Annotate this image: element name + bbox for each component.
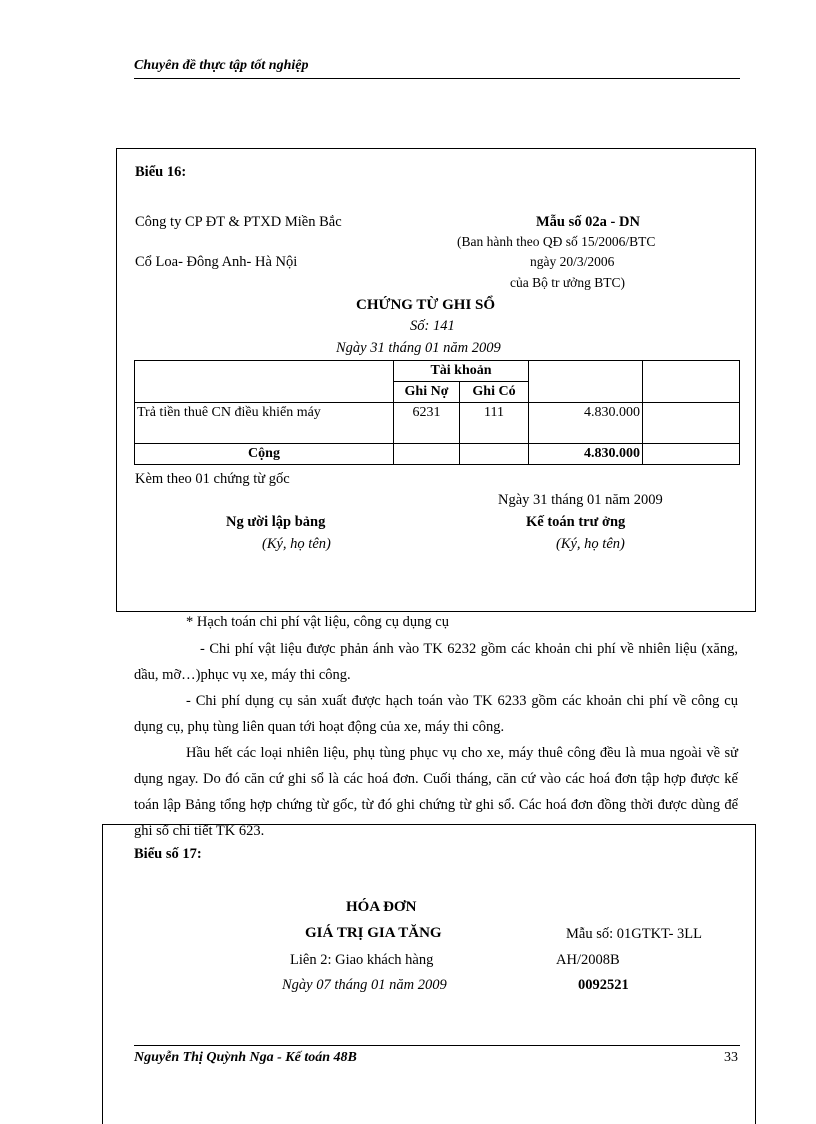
form-note-2: ngày 20/3/2006 <box>530 254 615 269</box>
header-divider <box>134 78 740 79</box>
invoice-title: HÓA ĐƠN <box>346 899 417 915</box>
table-cell <box>643 444 740 465</box>
paragraph-materials: - Chi phí vật liệu được phản ánh vào TK 6232 gồm các khoản chi phí về nhiên liệu (xăng, dầu, mỡ…)phục vụ xe, máy thi công. <box>134 641 738 683</box>
account-header: Tài khoản <box>394 361 529 382</box>
form-code: Mẫu số 02a - DN <box>536 214 640 230</box>
row-debit: 6231 <box>394 403 460 444</box>
invoice-subtitle: GIÁ TRỊ GIA TĂNG <box>305 925 442 941</box>
voucher-label: Biểu 16: <box>135 164 187 180</box>
form-note-3: của Bộ tr ưởng BTC) <box>510 275 625 290</box>
company-address: Cổ Loa- Đông Anh- Hà Nội <box>135 254 298 270</box>
table-row <box>135 361 740 382</box>
section-line: * Hạch toán chi phí vật liệu, công cụ dụng cụ <box>186 614 449 630</box>
company-name: Công ty CP ĐT & PTXD Miền Bắc <box>135 214 342 230</box>
voucher-number: Số: 141 <box>410 318 455 334</box>
invoice-number: 0092521 <box>578 977 629 993</box>
footer-author: Nguyễn Thị Quỳnh Nga - Kế toán 48B <box>134 1050 357 1065</box>
invoice-label: Biểu số 17: <box>134 846 202 862</box>
voucher-table <box>134 360 740 465</box>
invoice-frame <box>102 824 756 1124</box>
form-note-1: (Ban hành theo QĐ số 15/2006/BTC <box>457 234 656 249</box>
table-cell <box>135 361 394 403</box>
invoice-date: Ngày 07 tháng 01 năm 2009 <box>282 977 447 993</box>
attachment-note: Kèm theo 01 chứng từ gốc <box>135 471 290 487</box>
invoice-form-code: Mẫu số: 01GTKT- 3LL <box>566 926 702 942</box>
table-row <box>135 403 740 444</box>
total-label: Cộng <box>135 444 394 465</box>
credit-header: Ghi Có <box>460 382 529 403</box>
table-row <box>135 444 740 465</box>
footer-divider <box>134 1045 740 1046</box>
table-cell <box>643 403 740 444</box>
sign-date: Ngày 31 tháng 01 năm 2009 <box>498 492 663 508</box>
accountant-title: Kế toán trư ởng <box>526 514 626 530</box>
row-amount: 4.830.000 <box>529 403 643 444</box>
total-amount: 4.830.000 <box>529 444 643 465</box>
page-number: 33 <box>724 1050 738 1065</box>
table-cell <box>643 361 740 403</box>
row-description: Trả tiền thuê CN điều khiển máy <box>135 403 394 444</box>
voucher-date: Ngày 31 tháng 01 năm 2009 <box>336 340 501 356</box>
invoice-series: AH/2008B <box>556 952 620 968</box>
row-credit: 111 <box>460 403 529 444</box>
invoice-copy: Liên 2: Giao khách hàng <box>290 952 434 968</box>
table-cell <box>460 444 529 465</box>
voucher-title: CHỨNG TỪ GHI SỔ <box>356 297 496 313</box>
preparer-title: Ng ười lập bảng <box>226 514 326 530</box>
table-cell <box>529 361 643 403</box>
table-cell <box>394 444 460 465</box>
accountant-note: (Ký, họ tên) <box>556 536 625 552</box>
paragraph-invoices: Hầu hết các loại nhiên liệu, phụ tùng phục vụ cho xe, máy thuê công đều là mua ngoài về sử dụng ngay. Do đó căn cứ ghi sổ là các hoá đơn. Cuối tháng, căn cứ vào các hoá đơn tập hợp được kế toán lập Bảng tổng hợp chứng từ gốc, từ đó ghi chứng từ ghi sổ. Các hoá đơn đồng thời được dùng để ghi sổ chi tiết TK 623. <box>134 745 738 839</box>
document-header-title: Chuyên đề thực tập tốt nghiệp <box>134 58 309 73</box>
preparer-note: (Ký, họ tên) <box>262 536 331 552</box>
debit-header: Ghi Nợ <box>394 382 460 403</box>
paragraph-tools: - Chi phí dụng cụ sản xuất được hạch toán vào TK 6233 gồm các khoản chi phí về công cụ dụng cụ, phụ tùng liên quan tới hoạt động của xe, máy thi công. <box>134 693 738 735</box>
